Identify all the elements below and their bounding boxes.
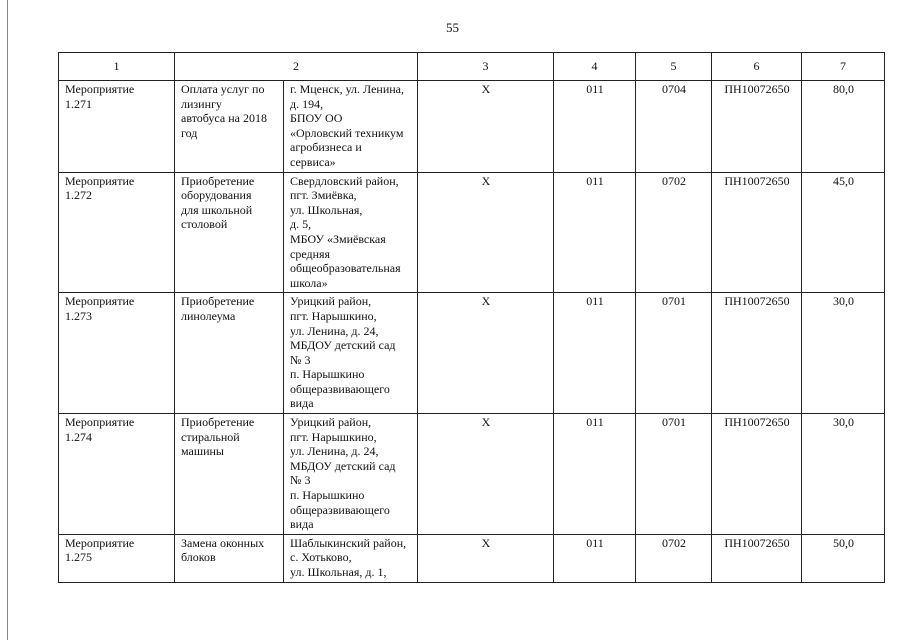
header-cell-4: 4 <box>554 53 636 81</box>
header-cell-1: 1 <box>59 53 175 81</box>
activity-address: Свердловский район, пгт. Змиёвка, ул. Школьная, д. 5, МБОУ «Змиёвская средняя общеобразовательная школа» <box>284 172 418 293</box>
header-cell-7: 7 <box>802 53 885 81</box>
activity-address: Шаблыкинский район, с. Хотьково, ул. Школьная, д. 1, <box>284 534 418 582</box>
amount-value: 50,0 <box>802 534 885 582</box>
column-3-value: Х <box>418 414 554 535</box>
table-row <box>59 172 885 293</box>
column-3-value: Х <box>418 534 554 582</box>
column-4-value: 011 <box>554 172 636 293</box>
column-5-value: 0701 <box>636 414 712 535</box>
header-cell-5: 5 <box>636 53 712 81</box>
table-row <box>59 534 885 582</box>
column-3-value: Х <box>418 172 554 293</box>
activity-address: Урицкий район, пгт. Нарышкино, ул. Ленина, д. 24, МБДОУ детский сад № 3 п. Нарышкино общеразвивающего вида <box>284 414 418 535</box>
amount-value: 30,0 <box>802 293 885 414</box>
column-3-value: Х <box>418 81 554 173</box>
activity-name: Приобретение линолеума <box>175 293 284 414</box>
table-row <box>59 81 885 173</box>
amount-value: 30,0 <box>802 414 885 535</box>
activity-address: Урицкий район, пгт. Нарышкино, ул. Ленина, д. 24, МБДОУ детский сад № 3 п. Нарышкино общеразвивающего вида <box>284 293 418 414</box>
amount-value: 80,0 <box>802 81 885 173</box>
activity-name: Оплата услуг по лизингу автобуса на 2018 год <box>175 81 284 173</box>
activity-id: Мероприятие 1.272 <box>59 172 175 293</box>
column-5-value: 0701 <box>636 293 712 414</box>
column-5-value: 0702 <box>636 534 712 582</box>
activity-name: Приобретение стиральной машины <box>175 414 284 535</box>
column-4-value: 011 <box>554 534 636 582</box>
budget-table <box>58 52 885 583</box>
column-5-value: 0702 <box>636 172 712 293</box>
column-6-value: ПН10072650 <box>712 293 802 414</box>
header-cell-3: 3 <box>418 53 554 81</box>
activity-id: Мероприятие 1.273 <box>59 293 175 414</box>
activity-address: г. Мценск, ул. Ленина, д. 194, БПОУ ОО «Орловский техникум агробизнеса и сервиса» <box>284 81 418 173</box>
table-header-row <box>59 53 885 81</box>
activity-id: Мероприятие 1.271 <box>59 81 175 173</box>
column-6-value: ПН10072650 <box>712 172 802 293</box>
column-6-value: ПН10072650 <box>712 81 802 173</box>
column-6-value: ПН10072650 <box>712 534 802 582</box>
column-4-value: 011 <box>554 81 636 173</box>
header-cell-2: 2 <box>175 53 418 81</box>
activity-id: Мероприятие 1.274 <box>59 414 175 535</box>
header-cell-6: 6 <box>712 53 802 81</box>
column-5-value: 0704 <box>636 81 712 173</box>
activity-id: Мероприятие 1.275 <box>59 534 175 582</box>
column-6-value: ПН10072650 <box>712 414 802 535</box>
page-number: 55 <box>446 20 459 35</box>
column-3-value: Х <box>418 293 554 414</box>
activity-name: Замена оконных блоков <box>175 534 284 582</box>
activity-name: Приобретение оборудования для школьной столовой <box>175 172 284 293</box>
amount-value: 45,0 <box>802 172 885 293</box>
table-row <box>59 414 885 535</box>
page-edge-line <box>7 0 8 640</box>
column-4-value: 011 <box>554 414 636 535</box>
table-row <box>59 293 885 414</box>
column-4-value: 011 <box>554 293 636 414</box>
